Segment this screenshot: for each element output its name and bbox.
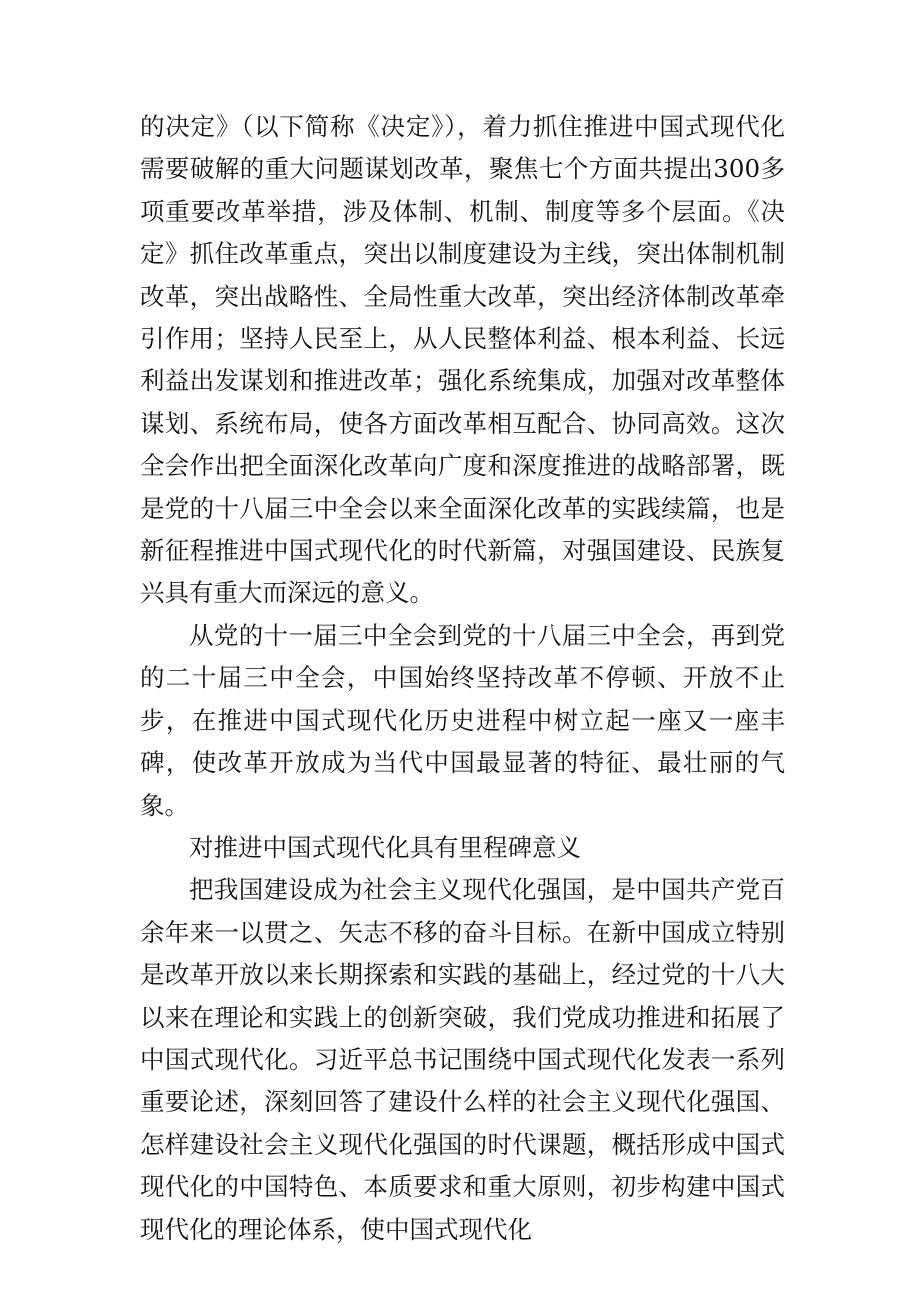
paragraph-modernization: 把我国建设成为社会主义现代化强国，是中国共产党百余年来一以贯之、矢志不移的奋斗目标。在新中国成立特别是改革开放以来长期探索和实践的基础上，经过党的十八大以来在理论和实践上的创新突破，我们党成功推进和拓展了中国式现代化。习近平总书记围绕中国式现代化发表一系列重要论述，深刻回答了建设什么样的社会主义现代化强国、怎样建设社会主义现代化强国的时代课题，概括形成中国式现代化的中国特色、本质要求和重大原则，初步构建中国式现代化的理论体系，使中国式现代化 [140,875,785,1244]
document-page [140,106,785,1251]
paragraph-continued: 的决定》（以下简称《决定》），着力抓住推进中国式现代化需要破解的重大问题谋划改革，聚焦七个方面共提出300多项重要改革举措，涉及体制、机制、制度等多个层面。《决定》抓住改革重点，突出以制度建设为主线，突出体制机制改革，突出战略性、全局性重大改革，突出经济体制改革牵引作用；坚持人民至上，从人民整体利益、根本利益、长远利益出发谋划和推进改革；强化系统集成，加强对改革整体谋划、系统布局，使各方面改革相互配合、协同高效。这次全会作出把全面深化改革向广度和深度推进的战略部署，既是党的十八届三中全会以来全面深化改革的实践续篇，也是新征程推进中国式现代化的时代新篇，对强国建设、民族复兴具有重大而深远的意义。 [140,112,785,608]
paragraph-history: 从党的十一届三中全会到党的十八届三中全会，再到党的二十届三中全会，中国始终坚持改革不停顿、开放不止步，在推进中国式现代化历史进程中树立起一座又一座丰碑，使改革开放成为当代中国最显著的特征、最壮丽的气象。 [140,620,785,820]
section-subheading: 对推进中国式现代化具有里程碑意义 [189,832,581,862]
